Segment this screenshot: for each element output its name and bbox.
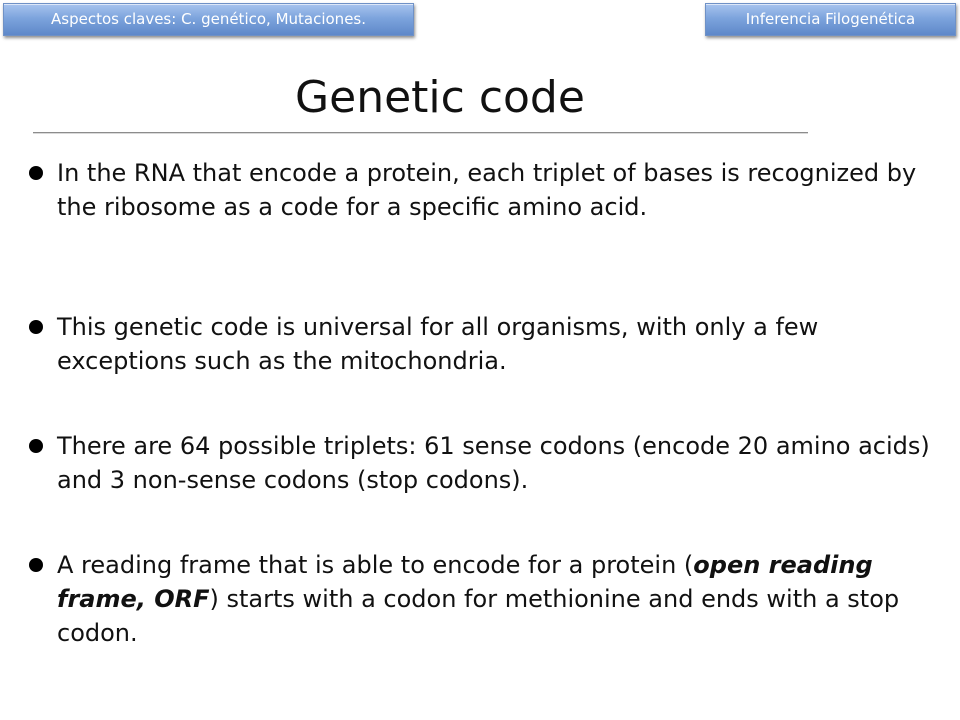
- bullet-text-before: A reading frame that is able to encode for a protein (: [57, 551, 694, 579]
- bullet-dot-icon: [29, 558, 43, 572]
- bullet-dot-icon: [29, 320, 43, 334]
- bullet-text: [57, 548, 943, 650]
- nav-button-inferencia-filogenetica[interactable]: Inferencia Filogenética: [705, 3, 956, 36]
- bullet-text: This genetic code is universal for all organisms, with only a few exceptions such as the mitochondria.: [57, 313, 819, 375]
- bullet-text: There are 64 possible triplets: 61 sense codons (encode 20 amino acids) and 3 non-sense codons (stop codons).: [57, 432, 930, 494]
- slide-title: Genetic code: [295, 72, 585, 123]
- orf-emphasis: open reading frame, ORF: [57, 551, 873, 613]
- bullet-dot-icon: [29, 166, 43, 180]
- nav-button-aspectos-claves[interactable]: Aspectos claves: C. genético, Mutaciones.: [3, 3, 414, 36]
- bullet-text: In the RNA that encode a protein, each triplet of bases is recognized by the ribosome as a code for a specific amino acid.: [57, 159, 917, 221]
- bullet-text-after: ) starts with a codon for methionine and ends with a stop codon.: [57, 585, 900, 647]
- bullet-dot-icon: [29, 439, 43, 453]
